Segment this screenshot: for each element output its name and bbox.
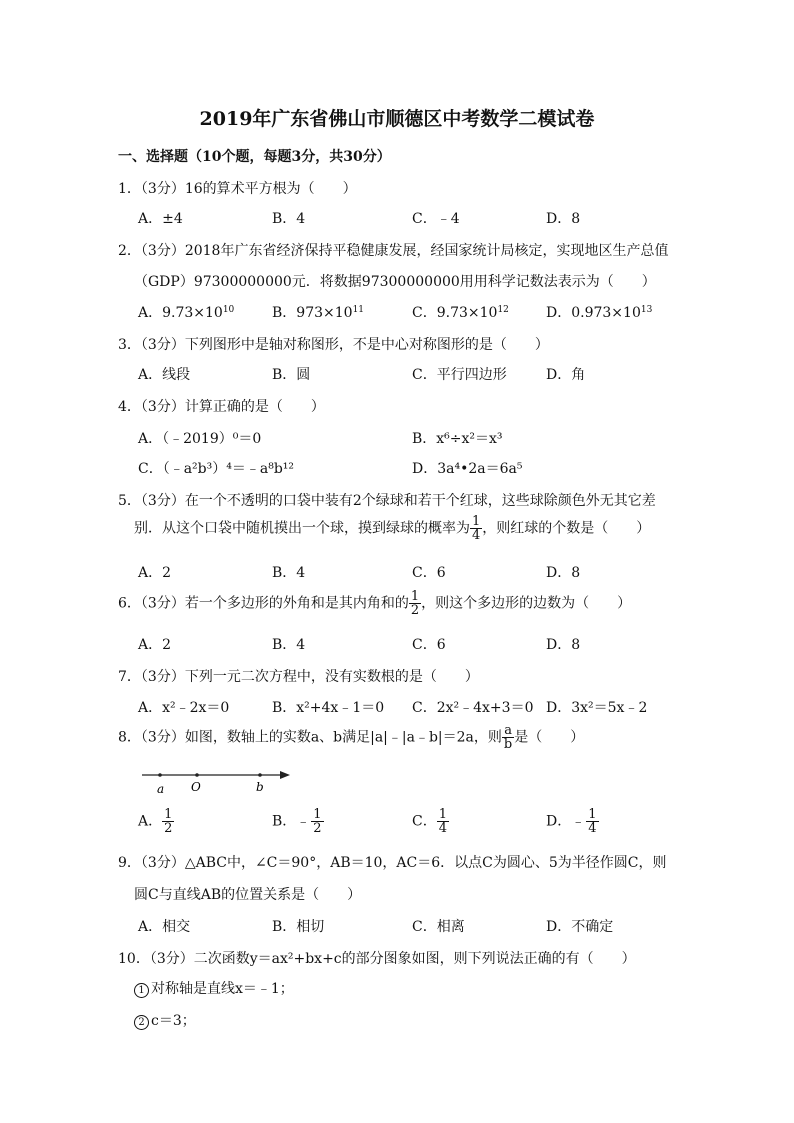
circled-number-2: 2 [134,1015,149,1030]
q5-stem-line1: 5．（3分）在一个不透明的口袋中装有2个绿球和若干个红球，这些球除颜色外无其它差 [118,493,656,509]
point-o [195,773,199,777]
q4-option-a: A．（﹣2019）⁰＝0 [138,431,262,447]
arrow-icon [280,771,290,779]
q5-fraction: $\frac{1}{4}$ [472,514,481,543]
q6-option-b: B．4 [272,637,306,653]
q1-stem: 1．（3分）16的算术平方根为（ ） [118,181,357,197]
q8-option-b: B．﹣ $\frac{1}{2}$ [272,807,322,836]
q9-option-b: B．相切 [272,919,325,935]
q7-option-d: D．3x²＝5x﹣2 [546,700,648,716]
point-a [158,773,162,777]
q7-option-b: B．x²+4x﹣1＝0 [272,700,385,716]
q7-stem: 7．（3分）下列一元二次方程中，没有实数根的是（ ） [118,669,479,685]
q2-option-a: A．$9.73\times 10^{10}$ [138,305,235,321]
axis-label-a: a [157,782,165,796]
q7-option-c: C．2x²﹣4x+3＝0 [412,700,534,716]
section-heading: 一、选择题（10个题，每题3分，共30分） [118,149,391,165]
q8-stem: 8．（3分）如图，数轴上的实数a、b满足|a|﹣|a﹣b|＝2a，则 $\frac{a}{b}$ 是（ ） [118,723,585,752]
q1-option-c: C．﹣4 [412,211,460,227]
page-title: 2019年广东省佛山市顺德区中考数学二模试卷 [199,108,595,130]
q6-option-d: D．8 [546,637,581,653]
q10-item-2: 2 c＝3； [134,1010,196,1030]
q3-option-b: B．圆 [272,367,311,383]
q1-option-d: D．8 [546,211,581,227]
q8-option-d: D．﹣ $\frac{1}{4}$ [546,807,597,836]
q4-stem: 4．（3分）计算正确的是（ ） [118,399,325,415]
q10-item-1: 1 对称轴是直线x＝﹣1； [134,978,294,998]
q2-stem-line1: 2．（3分）2018年广东省经济保持平稳健康发展，经国家统计局核定，实现地区生产总值 [118,243,669,259]
axis-label-o: O [191,780,201,794]
q2-option-b: B．$973\times 10^{11}$ [272,305,365,321]
q5-option-a: A．2 [138,565,172,581]
q5-option-b: B．4 [272,565,306,581]
q4-option-b: B．x⁶÷x²＝x³ [412,431,503,447]
q5-option-c: C．6 [412,565,446,581]
q2-option-d: D．$0.973\times 10^{13}$ [546,305,653,321]
q5-stem-line2: 别．从这个口袋中随机摸出一个球，摸到绿球的概率为 $\frac{1}{4}$ ，则红球的个数是（ ） [134,514,651,543]
q1-option-a: A．±4 [138,211,183,227]
q6-option-c: C．6 [412,637,446,653]
q9-option-d: D．不确定 [546,919,614,935]
number-line-figure [140,763,300,803]
q8-fraction: $\frac{a}{b}$ [503,723,513,752]
q9-option-a: A．相交 [138,919,191,935]
q1-option-b: B．4 [272,211,306,227]
circled-number-1: 1 [134,983,149,998]
q10-stem: 10．（3分）二次函数y＝ax²+bx+c的部分图象如图，则下列说法正确的有（ ） [118,951,636,967]
q4-option-d: D．3a⁴•2a＝6a⁵ [412,461,523,477]
q8-option-a: A． $\frac{1}{2}$ [138,807,173,836]
q3-stem: 3．（3分）下列图形中是轴对称图形，不是中心对称图形的是（ ） [118,337,549,353]
point-b [258,773,262,777]
q3-option-d: D．角 [546,367,586,383]
q7-option-a: A．x²﹣2x＝0 [138,700,230,716]
q6-option-a: A．2 [138,637,172,653]
q9-option-c: C．相离 [412,919,465,935]
q9-stem-line2: 圆C与直线AB的位置关系是（ ） [134,887,362,903]
q8-option-c: C． $\frac{1}{4}$ [412,807,447,836]
q2-option-c: C．$9.73\times 10^{12}$ [412,305,509,321]
q6-fraction: $\frac{1}{2}$ [410,589,420,618]
q5-option-d: D．8 [546,565,581,581]
q3-option-a: A．线段 [138,367,191,383]
q9-stem-line1: 9．（3分）△ABC中，∠C＝90°，AB＝10，AC＝6．以点C为圆心、5为半径作圆C，则 [118,855,667,871]
q6-stem: 6．（3分）若一个多边形的外角和是其内角和的 $\frac{1}{2}$ ，则这个多边形的边数为（ ） [118,589,632,618]
axis-label-b: b [256,780,264,794]
q4-option-c: C．（﹣a²b³）⁴＝﹣a⁸b¹² [138,461,295,477]
q3-option-c: C．平行四边形 [412,367,507,383]
q2-stem-line2: （GDP）97300000000元．将数据97300000000用用科学记数法表示为（ ） [134,274,656,290]
